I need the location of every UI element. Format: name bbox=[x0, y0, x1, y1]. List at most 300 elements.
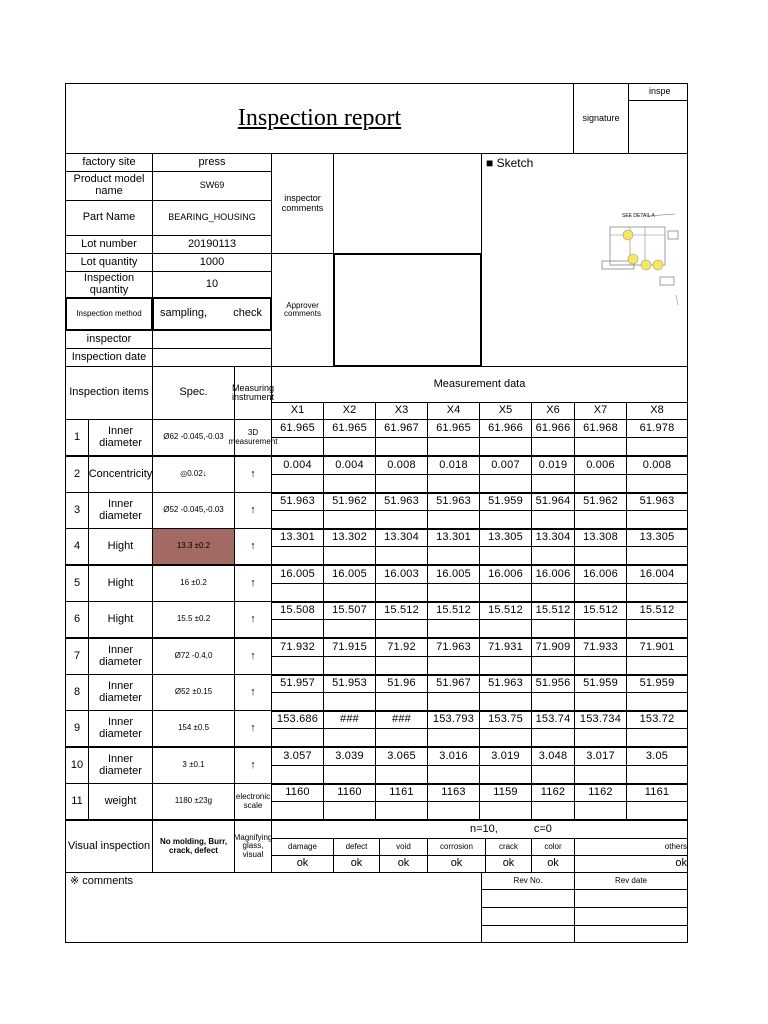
measurement-blank-cell[interactable] bbox=[271, 765, 324, 784]
part-name-label: Part Name bbox=[65, 200, 153, 236]
visual-category: crack bbox=[485, 838, 532, 856]
measurement-blank-cell[interactable] bbox=[531, 474, 575, 493]
sketch-detail-note: SEE DETAIL A bbox=[622, 213, 655, 219]
measurement-value: 153.686 bbox=[271, 710, 324, 729]
measurement-blank-cell[interactable] bbox=[531, 583, 575, 602]
measurement-value: 51.962 bbox=[323, 492, 376, 511]
measurement-blank-cell[interactable] bbox=[574, 728, 627, 747]
inspection-item: Hight bbox=[88, 601, 153, 638]
measurement-value: 51.963 bbox=[375, 492, 428, 511]
inspection-date-value[interactable] bbox=[152, 348, 272, 367]
measurement-value: 3.065 bbox=[375, 747, 428, 766]
measurement-blank-cell[interactable] bbox=[427, 474, 480, 493]
instrument-value: ↑ bbox=[234, 638, 272, 675]
instrument-header: Measuring instrument bbox=[234, 366, 272, 420]
measurement-value: 3.039 bbox=[323, 747, 376, 766]
measurement-blank-cell[interactable] bbox=[375, 437, 428, 456]
title-cell bbox=[65, 83, 574, 154]
instrument-value: ↑ bbox=[234, 747, 272, 784]
measurement-value: 0.008 bbox=[626, 456, 688, 475]
measurement-blank-cell[interactable] bbox=[531, 692, 575, 711]
row-number: 6 bbox=[65, 601, 89, 638]
inspection-item: Inner diameter bbox=[88, 492, 153, 529]
measurement-value: 153.793 bbox=[427, 710, 480, 729]
measurement-value: 153.734 bbox=[574, 710, 627, 729]
inspection-method-check: check bbox=[233, 307, 262, 320]
measurement-blank-cell[interactable] bbox=[531, 728, 575, 747]
items-header: Inspection items bbox=[65, 366, 153, 420]
measurement-value: 61.965 bbox=[323, 419, 376, 438]
measurement-blank-cell[interactable] bbox=[574, 546, 627, 565]
comments-label: ※ comments bbox=[70, 875, 134, 887]
visual-category: defect bbox=[333, 838, 380, 856]
measurement-blank-cell[interactable] bbox=[427, 728, 480, 747]
measurement-blank-cell[interactable] bbox=[375, 765, 428, 784]
part-sketch-drawing bbox=[590, 205, 680, 305]
measurement-blank-cell[interactable] bbox=[271, 437, 324, 456]
visual-result: ok bbox=[333, 855, 380, 873]
measurement-blank-cell[interactable] bbox=[375, 728, 428, 747]
measurement-value: 61.965 bbox=[271, 419, 324, 438]
visual-sampling bbox=[271, 820, 688, 839]
inspection-item: Inner diameter bbox=[88, 638, 153, 675]
measurement-blank-cell[interactable] bbox=[323, 801, 376, 820]
measurement-blank-cell[interactable] bbox=[271, 474, 324, 493]
measurement-value: 3.019 bbox=[479, 747, 532, 766]
instrument-value: ↑ bbox=[234, 601, 272, 638]
inspection-date-label: Inspection date bbox=[65, 348, 153, 367]
inspection-method-text: sampling, bbox=[160, 307, 208, 320]
measurement-column-header: X3 bbox=[375, 402, 428, 420]
visual-category: void bbox=[379, 838, 428, 856]
measurement-blank-cell[interactable] bbox=[375, 474, 428, 493]
measurement-blank-cell[interactable] bbox=[271, 801, 324, 820]
measurement-value: 51.953 bbox=[323, 674, 376, 693]
measurement-blank-cell[interactable] bbox=[427, 546, 480, 565]
sketch-line bbox=[676, 295, 678, 305]
measurement-value: 153.75 bbox=[479, 710, 532, 729]
measurement-blank-cell[interactable] bbox=[574, 510, 627, 529]
inspector-value[interactable] bbox=[152, 330, 272, 349]
measurement-blank-cell[interactable] bbox=[626, 619, 688, 638]
signature-label: signature bbox=[573, 83, 629, 154]
measurement-value: 71.933 bbox=[574, 638, 627, 657]
measurement-blank-cell[interactable] bbox=[323, 437, 376, 456]
measurement-value: 3.05 bbox=[626, 747, 688, 766]
spec-value: 16 ±0.2 bbox=[152, 565, 235, 602]
measurement-header: Measurement data bbox=[271, 366, 688, 403]
measurement-value: 0.019 bbox=[531, 456, 575, 475]
measurement-blank-cell[interactable] bbox=[479, 728, 532, 747]
measurement-value: 71.931 bbox=[479, 638, 532, 657]
measurement-value: 51.963 bbox=[427, 492, 480, 511]
measurement-blank-cell[interactable] bbox=[574, 656, 627, 675]
visual-result: ok bbox=[574, 855, 688, 873]
measurement-value: 71.915 bbox=[323, 638, 376, 657]
instrument-value: ↑ bbox=[234, 674, 272, 711]
row-number: 3 bbox=[65, 492, 89, 529]
approver-comments-box[interactable] bbox=[333, 253, 482, 367]
measurement-value: 15.512 bbox=[574, 601, 627, 620]
measurement-value: 51.96 bbox=[375, 674, 428, 693]
inspector-sign-header: inspe bbox=[628, 83, 688, 101]
row-number: 5 bbox=[65, 565, 89, 602]
visual-result: ok bbox=[427, 855, 486, 873]
factory-site-value: press bbox=[152, 153, 272, 172]
spec-header: Spec. bbox=[152, 366, 235, 420]
spec-value: 154 ±0.5 bbox=[152, 710, 235, 747]
measurement-blank-cell[interactable] bbox=[271, 583, 324, 602]
measurement-blank-cell[interactable] bbox=[479, 801, 532, 820]
inspection-item: Concentricity bbox=[88, 456, 153, 493]
inspection-item: weight bbox=[88, 783, 153, 820]
sketch-callout-marker bbox=[641, 260, 651, 270]
measurement-blank-cell[interactable] bbox=[479, 546, 532, 565]
rev-no-cell[interactable] bbox=[481, 889, 575, 908]
measurement-blank-cell[interactable] bbox=[427, 437, 480, 456]
comments-area[interactable] bbox=[65, 872, 482, 943]
measurement-blank-cell[interactable] bbox=[574, 692, 627, 711]
measurement-blank-cell[interactable] bbox=[574, 437, 627, 456]
measurement-blank-cell[interactable] bbox=[626, 474, 688, 493]
measurement-blank-cell[interactable] bbox=[375, 656, 428, 675]
measurement-value: 15.512 bbox=[626, 601, 688, 620]
rev-no-label: Rev No. bbox=[481, 872, 575, 890]
lot-number-label: Lot number bbox=[65, 235, 153, 254]
page-title: Inspection report bbox=[237, 104, 402, 131]
sketch-dimension-box bbox=[660, 277, 674, 285]
row-number: 4 bbox=[65, 528, 89, 565]
measurement-blank-cell[interactable] bbox=[479, 765, 532, 784]
measurement-value: 3.016 bbox=[427, 747, 480, 766]
rev-date-cell[interactable] bbox=[574, 907, 688, 926]
measurement-value: 0.004 bbox=[323, 456, 376, 475]
measurement-blank-cell[interactable] bbox=[323, 510, 376, 529]
measurement-blank-cell[interactable] bbox=[323, 728, 376, 747]
measurement-blank-cell[interactable] bbox=[626, 728, 688, 747]
measurement-value: 71.92 bbox=[375, 638, 428, 657]
measurement-value: 61.978 bbox=[626, 419, 688, 438]
spec-value: Ø72 -0.4,0 bbox=[152, 638, 235, 675]
visual-category: corrosion bbox=[427, 838, 486, 856]
measurement-blank-cell[interactable] bbox=[323, 619, 376, 638]
measurement-value: 51.959 bbox=[574, 674, 627, 693]
measurement-value: 1161 bbox=[375, 783, 428, 802]
rev-no-cell[interactable] bbox=[481, 925, 575, 943]
measurement-blank-cell[interactable] bbox=[427, 692, 480, 711]
measurement-blank-cell[interactable] bbox=[323, 474, 376, 493]
measurement-value: 51.963 bbox=[626, 492, 688, 511]
measurement-value: 51.959 bbox=[626, 674, 688, 693]
measurement-blank-cell[interactable] bbox=[531, 510, 575, 529]
visual-label: Visual inspection bbox=[65, 820, 153, 873]
inspector-label: inspector bbox=[65, 330, 153, 349]
measurement-blank-cell[interactable] bbox=[375, 546, 428, 565]
measurement-value: 0.006 bbox=[574, 456, 627, 475]
measurement-value: 51.959 bbox=[479, 492, 532, 511]
row-number: 9 bbox=[65, 710, 89, 747]
measurement-value: 71.963 bbox=[427, 638, 480, 657]
inspection-method-value bbox=[152, 297, 272, 331]
measurement-value: 51.964 bbox=[531, 492, 575, 511]
measurement-blank-cell[interactable] bbox=[323, 765, 376, 784]
measurement-blank-cell[interactable] bbox=[531, 437, 575, 456]
inspection-item: Hight bbox=[88, 565, 153, 602]
measurement-column-header: X2 bbox=[323, 402, 376, 420]
visual-category: others bbox=[574, 838, 688, 856]
visual-category: damage bbox=[271, 838, 334, 856]
measurement-value: 15.512 bbox=[427, 601, 480, 620]
measurement-blank-cell[interactable] bbox=[323, 692, 376, 711]
measurement-blank-cell[interactable] bbox=[427, 619, 480, 638]
sketch-callout-marker bbox=[653, 260, 663, 270]
measurement-column-header: X8 bbox=[626, 402, 688, 420]
inspection-item: Inner diameter bbox=[88, 419, 153, 456]
measurement-value: 0.008 bbox=[375, 456, 428, 475]
row-number: 7 bbox=[65, 638, 89, 675]
sketch-callout-marker bbox=[628, 254, 638, 264]
measurement-value: 0.007 bbox=[479, 456, 532, 475]
measurement-blank-cell[interactable] bbox=[626, 583, 688, 602]
rev-date-cell[interactable] bbox=[574, 925, 688, 943]
visual-result: ok bbox=[379, 855, 428, 873]
measurement-blank-cell[interactable] bbox=[375, 583, 428, 602]
measurement-value: 16.006 bbox=[479, 565, 532, 584]
visual-sample-size: n=10, bbox=[470, 822, 498, 835]
measurement-value: 16.005 bbox=[271, 565, 324, 584]
measurement-blank-cell[interactable] bbox=[375, 692, 428, 711]
measurement-value: 61.965 bbox=[427, 419, 480, 438]
measurement-column-header: X4 bbox=[427, 402, 480, 420]
part-name-value: BEARING_HOUSING bbox=[152, 200, 272, 236]
measurement-blank-cell[interactable] bbox=[626, 437, 688, 456]
instrument-value: ↑ bbox=[234, 492, 272, 529]
inspection-quantity-label: Inspection quantity bbox=[65, 271, 153, 298]
measurement-value: 61.966 bbox=[479, 419, 532, 438]
measurement-blank-cell[interactable] bbox=[479, 583, 532, 602]
measurement-value: 61.967 bbox=[375, 419, 428, 438]
measurement-column-header: X5 bbox=[479, 402, 532, 420]
row-number: 1 bbox=[65, 419, 89, 456]
visual-result: ok bbox=[271, 855, 334, 873]
measurement-blank-cell[interactable] bbox=[427, 656, 480, 675]
measurement-value: 71.901 bbox=[626, 638, 688, 657]
measurement-blank-cell[interactable] bbox=[574, 619, 627, 638]
measurement-value: 71.932 bbox=[271, 638, 324, 657]
instrument-value: ↑ bbox=[234, 710, 272, 747]
measurement-value: 61.968 bbox=[574, 419, 627, 438]
measurement-blank-cell[interactable] bbox=[375, 801, 428, 820]
measurement-blank-cell[interactable] bbox=[479, 619, 532, 638]
spec-value: Ø52 -0.045,-0.03 bbox=[152, 492, 235, 529]
measurement-blank-cell[interactable] bbox=[479, 656, 532, 675]
measurement-value: 16.004 bbox=[626, 565, 688, 584]
visual-category: color bbox=[531, 838, 575, 856]
measurement-value: 51.963 bbox=[271, 492, 324, 511]
measurement-column-header: X6 bbox=[531, 402, 575, 420]
measurement-value: 1162 bbox=[574, 783, 627, 802]
measurement-value: 15.512 bbox=[375, 601, 428, 620]
visual-result: ok bbox=[531, 855, 575, 873]
product-model-label: Product model name bbox=[65, 171, 153, 201]
measurement-value: 51.956 bbox=[531, 674, 575, 693]
measurement-blank-cell[interactable] bbox=[375, 619, 428, 638]
measurement-blank-cell[interactable] bbox=[574, 801, 627, 820]
measurement-blank-cell[interactable] bbox=[479, 510, 532, 529]
measurement-value: 1160 bbox=[323, 783, 376, 802]
measurement-value: 0.004 bbox=[271, 456, 324, 475]
inspector-comments-label: inspector comments bbox=[271, 153, 334, 254]
measurement-blank-cell[interactable] bbox=[626, 765, 688, 784]
measurement-value: 13.305 bbox=[479, 528, 532, 547]
measurement-blank-cell[interactable] bbox=[574, 765, 627, 784]
instrument-value: electronic scale bbox=[234, 783, 272, 820]
measurement-column-header: X7 bbox=[574, 402, 627, 420]
spec-value: ◎0.02↓ bbox=[152, 456, 235, 493]
measurement-value: 16.006 bbox=[531, 565, 575, 584]
measurement-value: 153.72 bbox=[626, 710, 688, 729]
row-number: 10 bbox=[65, 747, 89, 784]
inspection-item: Inner diameter bbox=[88, 710, 153, 747]
spec-value: Ø52 ±0.15 bbox=[152, 674, 235, 711]
measurement-value: 1161 bbox=[626, 783, 688, 802]
measurement-value: 13.304 bbox=[375, 528, 428, 547]
measurement-blank-cell[interactable] bbox=[626, 656, 688, 675]
measurement-blank-cell[interactable] bbox=[574, 474, 627, 493]
spec-value: 15.5 ±0.2 bbox=[152, 601, 235, 638]
measurement-blank-cell[interactable] bbox=[626, 801, 688, 820]
measurement-blank-cell[interactable] bbox=[271, 656, 324, 675]
measurement-blank-cell[interactable] bbox=[271, 692, 324, 711]
measurement-blank-cell[interactable] bbox=[626, 546, 688, 565]
product-model-value: SW69 bbox=[152, 171, 272, 201]
measurement-value: 3.017 bbox=[574, 747, 627, 766]
measurement-blank-cell[interactable] bbox=[271, 546, 324, 565]
measurement-value: 3.057 bbox=[271, 747, 324, 766]
measurement-value: 13.301 bbox=[427, 528, 480, 547]
measurement-value: 16.003 bbox=[375, 565, 428, 584]
instrument-value: ↑ bbox=[234, 528, 272, 565]
lot-number-value: 20190113 bbox=[152, 235, 272, 254]
row-number: 8 bbox=[65, 674, 89, 711]
measurement-value: 1160 bbox=[271, 783, 324, 802]
inspection-item: Hight bbox=[88, 528, 153, 565]
measurement-value: 1159 bbox=[479, 783, 532, 802]
measurement-value: 13.302 bbox=[323, 528, 376, 547]
measurement-blank-cell[interactable] bbox=[375, 510, 428, 529]
spec-value: 3 ±0.1 bbox=[152, 747, 235, 784]
measurement-column-header: X1 bbox=[271, 402, 324, 420]
measurement-value: 15.507 bbox=[323, 601, 376, 620]
measurement-value: 15.508 bbox=[271, 601, 324, 620]
row-divider bbox=[271, 819, 688, 821]
measurement-blank-cell[interactable] bbox=[427, 801, 480, 820]
measurement-blank-cell[interactable] bbox=[427, 583, 480, 602]
lot-quantity-value: 1000 bbox=[152, 253, 272, 272]
measurement-blank-cell[interactable] bbox=[531, 546, 575, 565]
visual-acceptance: c=0 bbox=[533, 822, 552, 835]
inspector-comments-box[interactable] bbox=[333, 153, 482, 254]
visual-instrument: Magnifying glass, visual bbox=[234, 820, 272, 873]
measurement-blank-cell[interactable] bbox=[531, 801, 575, 820]
measurement-blank-cell[interactable] bbox=[323, 656, 376, 675]
measurement-value: 13.305 bbox=[626, 528, 688, 547]
approver-comments-label: Approver comments bbox=[271, 253, 334, 367]
measurement-blank-cell[interactable] bbox=[323, 546, 376, 565]
measurement-value: 61.966 bbox=[531, 419, 575, 438]
measurement-value: 1162 bbox=[531, 783, 575, 802]
measurement-blank-cell[interactable] bbox=[479, 437, 532, 456]
measurement-value: 51.962 bbox=[574, 492, 627, 511]
rev-date-label: Rev date bbox=[574, 872, 688, 890]
measurement-value: 51.957 bbox=[271, 674, 324, 693]
measurement-blank-cell[interactable] bbox=[574, 583, 627, 602]
rev-date-cell[interactable] bbox=[574, 889, 688, 908]
instrument-value: ↑ bbox=[234, 456, 272, 493]
inspector-sign-box[interactable] bbox=[628, 100, 688, 154]
spec-value: 1180 ±23g bbox=[152, 783, 235, 820]
measurement-blank-cell[interactable] bbox=[323, 583, 376, 602]
factory-site-label: factory site bbox=[65, 153, 153, 172]
measurement-value: ### bbox=[375, 710, 428, 729]
measurement-value: 51.963 bbox=[479, 674, 532, 693]
row-number: 11 bbox=[65, 783, 89, 820]
measurement-blank-cell[interactable] bbox=[626, 692, 688, 711]
measurement-value: 15.512 bbox=[531, 601, 575, 620]
measurement-blank-cell[interactable] bbox=[479, 692, 532, 711]
measurement-blank-cell[interactable] bbox=[271, 619, 324, 638]
measurement-value: 1163 bbox=[427, 783, 480, 802]
sketch-dimension-box bbox=[668, 231, 678, 239]
measurement-value: 15.512 bbox=[479, 601, 532, 620]
measurement-value: 0.018 bbox=[427, 456, 480, 475]
visual-result: ok bbox=[485, 855, 532, 873]
measurement-blank-cell[interactable] bbox=[427, 510, 480, 529]
measurement-blank-cell[interactable] bbox=[531, 765, 575, 784]
inspection-method-label: Inspection method bbox=[65, 297, 153, 331]
measurement-blank-cell[interactable] bbox=[427, 765, 480, 784]
measurement-value: 71.909 bbox=[531, 638, 575, 657]
measurement-blank-cell[interactable] bbox=[271, 510, 324, 529]
sketch-label: ■ Sketch bbox=[486, 156, 534, 170]
spec-value: 13.3 ±0.2 bbox=[152, 528, 235, 565]
measurement-value: 3.048 bbox=[531, 747, 575, 766]
measurement-blank-cell[interactable] bbox=[531, 656, 575, 675]
measurement-blank-cell[interactable] bbox=[626, 510, 688, 529]
measurement-blank-cell[interactable] bbox=[271, 728, 324, 747]
inspection-item: Inner diameter bbox=[88, 674, 153, 711]
measurement-value: 16.006 bbox=[574, 565, 627, 584]
measurement-value: 13.308 bbox=[574, 528, 627, 547]
inspection-quantity-value: 10 bbox=[152, 271, 272, 298]
rev-no-cell[interactable] bbox=[481, 907, 575, 926]
instrument-value: 3D measurement bbox=[234, 419, 272, 456]
spec-value: Ø62 -0.045,-0.03 bbox=[152, 419, 235, 456]
instrument-value: ↑ bbox=[234, 565, 272, 602]
measurement-value: ### bbox=[323, 710, 376, 729]
inspection-item: Inner diameter bbox=[88, 747, 153, 784]
sketch-callout-marker bbox=[623, 230, 633, 240]
measurement-value: 51.967 bbox=[427, 674, 480, 693]
visual-spec: No molding, Burr, crack, defect bbox=[152, 820, 235, 873]
measurement-blank-cell[interactable] bbox=[479, 474, 532, 493]
measurement-value: 13.304 bbox=[531, 528, 575, 547]
measurement-blank-cell[interactable] bbox=[531, 619, 575, 638]
measurement-value: 13.301 bbox=[271, 528, 324, 547]
measurement-value: 16.005 bbox=[323, 565, 376, 584]
lot-quantity-label: Lot quantity bbox=[65, 253, 153, 272]
row-number: 2 bbox=[65, 456, 89, 493]
